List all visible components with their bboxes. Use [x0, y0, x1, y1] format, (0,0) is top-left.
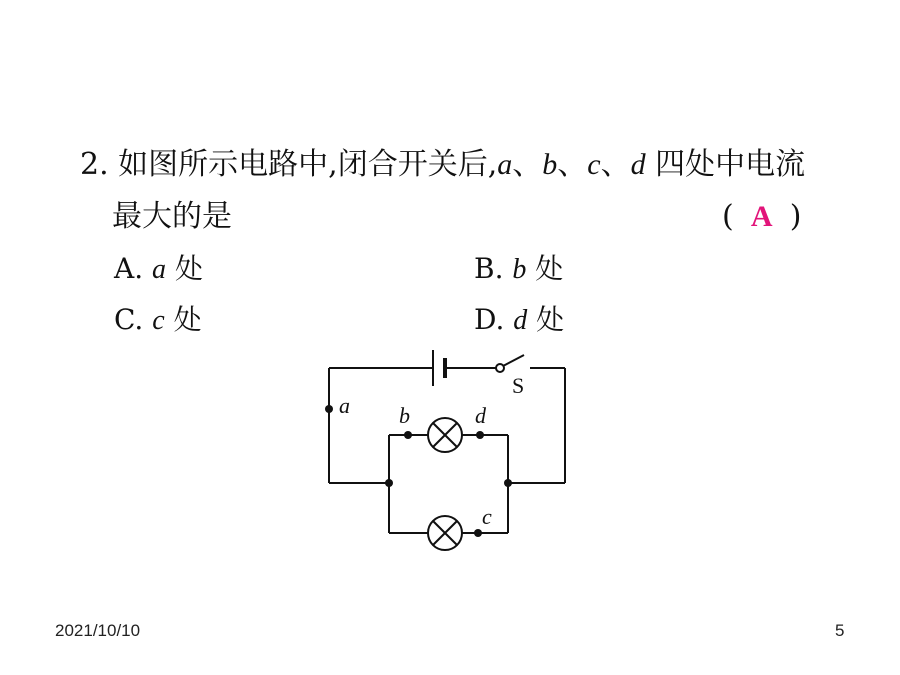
point-d-label: d [630, 148, 646, 181]
switch-blade [503, 355, 524, 366]
question-number: 2. [80, 147, 109, 182]
paren-open: ( [722, 199, 734, 234]
label-c: c [482, 504, 492, 529]
option-b: B. b 处 [474, 252, 564, 285]
answer-letter: A [750, 200, 773, 233]
option-c: C. c 处 [114, 303, 202, 336]
junction-left-dot [385, 479, 393, 487]
label-d: d [475, 403, 486, 428]
question-line-1: 2. 如图所示电路中,闭合开关后,a、b、c、d 四处中电流 [80, 147, 806, 182]
point-a-label: a [497, 148, 513, 181]
point-b-dot [404, 431, 412, 439]
option-d: D. d 处 [474, 303, 565, 336]
point-a-dot [325, 405, 333, 413]
point-b-label: b [542, 148, 558, 181]
footer-date: 2021/10/10 [55, 621, 141, 640]
option-a: A. a 处 [114, 252, 203, 285]
page-number: 5 [835, 621, 845, 640]
label-a: a [339, 393, 350, 418]
switch-label: S [512, 373, 525, 398]
question-text-2: 最大的是 [112, 199, 232, 234]
point-c-dot [474, 529, 482, 537]
label-b: b [399, 403, 410, 428]
junction-right-dot [504, 479, 512, 487]
question-text-1: 如图所示电路中,闭合开关后, [118, 147, 498, 182]
point-d-dot [476, 431, 484, 439]
lamp-upper-icon [428, 418, 462, 452]
point-c-label: c [587, 148, 601, 181]
question-text-tail: 四处中电流 [655, 147, 806, 182]
paren-close: ) [789, 199, 802, 234]
lamp-lower-icon [428, 516, 462, 550]
